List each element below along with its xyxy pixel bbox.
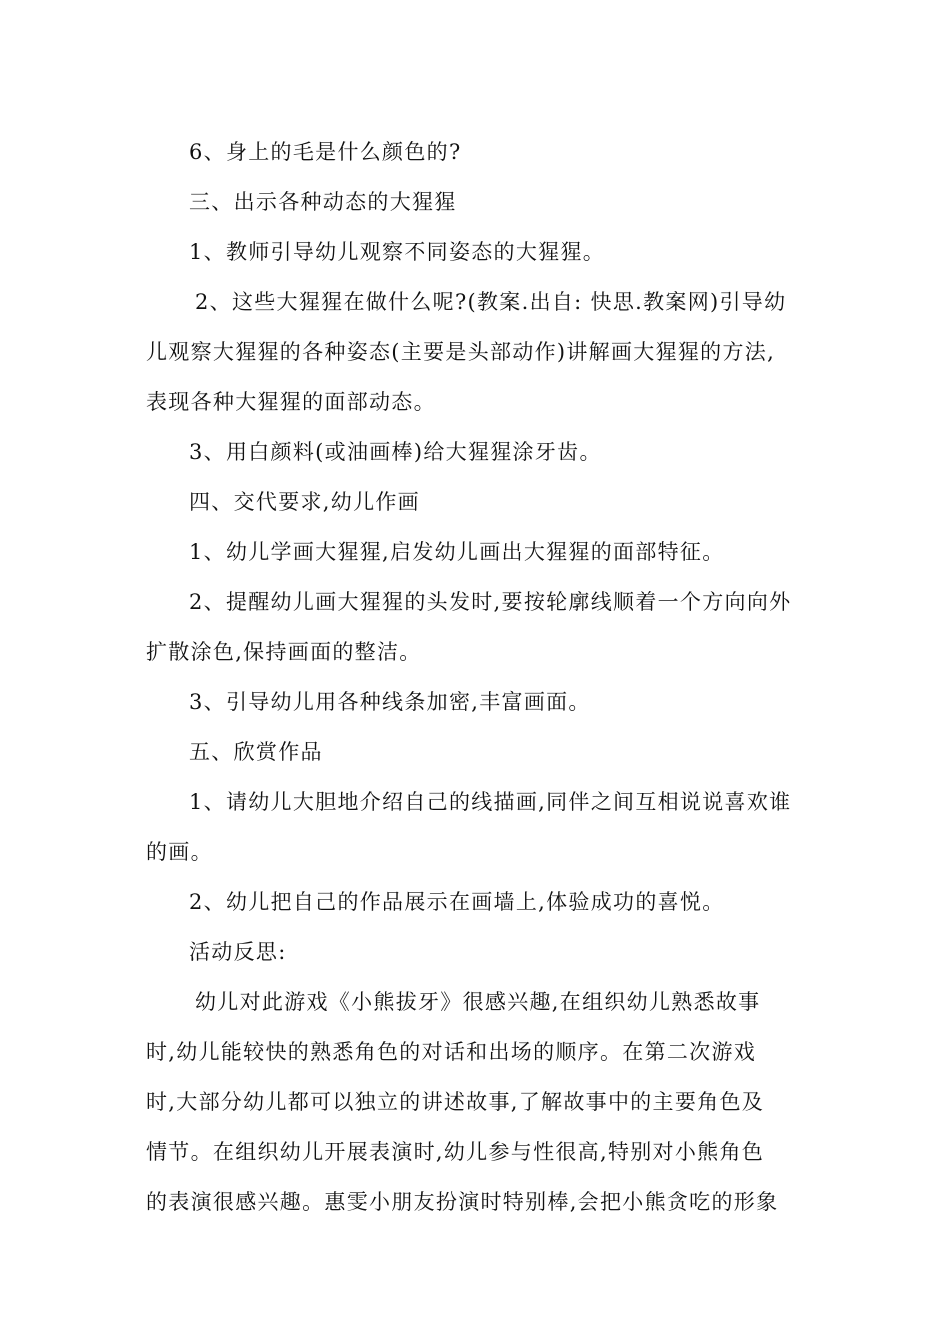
text-line: 3、引导幼儿用各种线条加密,丰富画面。: [189, 690, 591, 714]
section-heading: 五、欣赏作品: [189, 740, 323, 764]
text-line: 儿观察大猩猩的各种姿态(主要是头部动作)讲解画大猩猩的方法,: [146, 340, 776, 364]
section-heading: 活动反思:: [189, 940, 287, 964]
text-line: 情节。在组织幼儿开展表演时,幼儿参与性很高,特别对小熊角色: [146, 1140, 765, 1164]
text-line: 的画。: [146, 840, 213, 864]
text-line: 1、教师引导幼儿观察不同姿态的大猩猩。: [189, 240, 606, 264]
text-line: 3、用白颜料(或油画棒)给大猩猩涂牙齿。: [189, 440, 602, 464]
text-line: 2、这些大猩猩在做什么呢?(教案.出自: 快思.教案网)引导幼: [195, 290, 787, 314]
text-line: 的表演很感兴趣。惠雯小朋友扮演时特别棒,会把小熊贪吃的形象: [146, 1190, 779, 1214]
text-line: 时,幼儿能较快的熟悉角色的对话和出场的顺序。在第二次游戏: [146, 1040, 757, 1064]
text-line: 2、提醒幼儿画大猩猩的头发时,要按轮廓线顺着一个方向向外: [189, 590, 792, 614]
text-line: 6、身上的毛是什么颜色的?: [189, 140, 462, 164]
section-heading: 三、出示各种动态的大猩猩: [189, 190, 457, 214]
text-line: 扩散涂色,保持画面的整洁。: [146, 640, 422, 664]
text-line: 1、请幼儿大胆地介绍自己的线描画,同伴之间互相说说喜欢谁: [189, 790, 792, 814]
text-line: 时,大部分幼儿都可以独立的讲述故事,了解故事中的主要角色及: [146, 1090, 765, 1114]
text-line: 1、幼儿学画大猩猩,启发幼儿画出大猩猩的面部特征。: [189, 540, 725, 564]
text-line: 幼儿对此游戏《小熊拔牙》很感兴趣,在组织幼儿熟悉故事: [195, 990, 761, 1014]
text-line: 表现各种大猩猩的面部动态。: [146, 390, 436, 414]
text-line: 2、幼儿把自己的作品展示在画墙上,体验成功的喜悦。: [189, 890, 725, 914]
section-heading: 四、交代要求,幼儿作画: [189, 490, 420, 514]
